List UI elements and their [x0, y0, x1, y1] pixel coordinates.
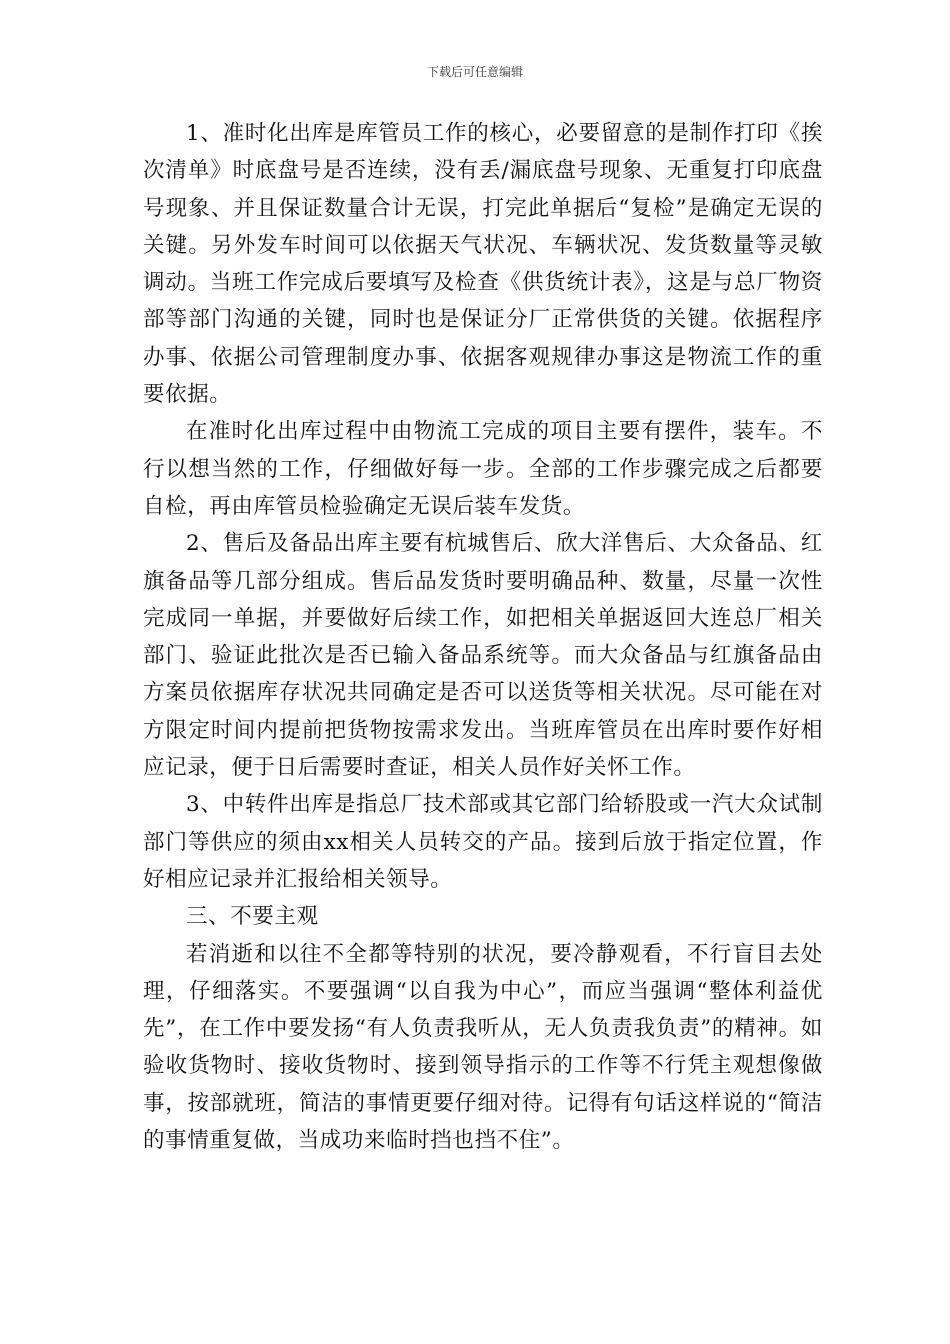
page-header-note: 下载后可任意编辑: [426, 65, 523, 79]
paragraph-aftersales-outbound: 2、售后及备品出库主要有杭城售后、欣大洋售后、大众备品、红旗备品等几部分组成。售后品发货时要明确品种、数量，尽量一次性完成同一单据，并要做好后续工作，如把相关单据返回大连总厂相关部门、验证此批次是否已输入备品系统等。而大众备品与红旗备品由方案员依据库存状况共同确定是否可以送货等相关状况。尽可能在对方限定时间内提前把货物按需求发出。当班库管员在出库时要作好相应记录，便于日后需要时查证，相关人员作好关怀工作。: [143, 531, 823, 781]
paragraph-outbound-core: 1、准时化出库是库管员工作的核心，必要留意的是制作打印《挨次清单》时底盘号是否连续，没有丢/漏底盘号现象、无重复打印底盘号现象、并且保证数量合计无误，打完此单据后“复检”是确定无误的关键。另外发车时间可以依据天气状况、车辆状况、发货数量等灵敏调动。当班工作完成后要填写及检查《供货统计表》，这是与总厂物资部等部门沟通的关键，同时也是保证分厂正常供货的关键。依据程序办事、依据公司管理制度办事、依据客观规律办事这是物流工作的重要依据。: [143, 121, 823, 408]
document-body: [143, 115, 823, 1159]
paragraph-not-subjective: 若消逝和以往不全都等特别的状况，要冷静观看，不行盲目去处理，仔细落实。不要强调“以自我为中心”，而应当强调“整体利益优先”，在工作中要发扬“有人负责我听从，无人负责我负责”的精神。如验收货物时、接收货物时、接到领导指示的工作等不行凭主观想像做事，按部就班，简洁的事情更要仔细对待。记得有句话这样说的“简洁的事情重复做，当成功来临时挡也挡不住”。: [143, 941, 823, 1154]
paragraph-transit-outbound: 3、中转件出库是指总厂技术部或其它部门给轿股或一汽大众试制部门等供应的须由xx相关人员转交的产品。接到后放于指定位置，作好相应记录并汇报给相关领导。: [143, 792, 823, 892]
paragraph-logistics-tasks: 在准时化出库过程中由物流工完成的项目主要有摆件，装车。不行以想当然的工作，仔细做好每一步。全部的工作步骤完成之后都要自检，再由库管员检验确定无误后装车发货。: [143, 419, 823, 519]
section-heading-not-subjective: 三、不要主观: [186, 904, 319, 930]
